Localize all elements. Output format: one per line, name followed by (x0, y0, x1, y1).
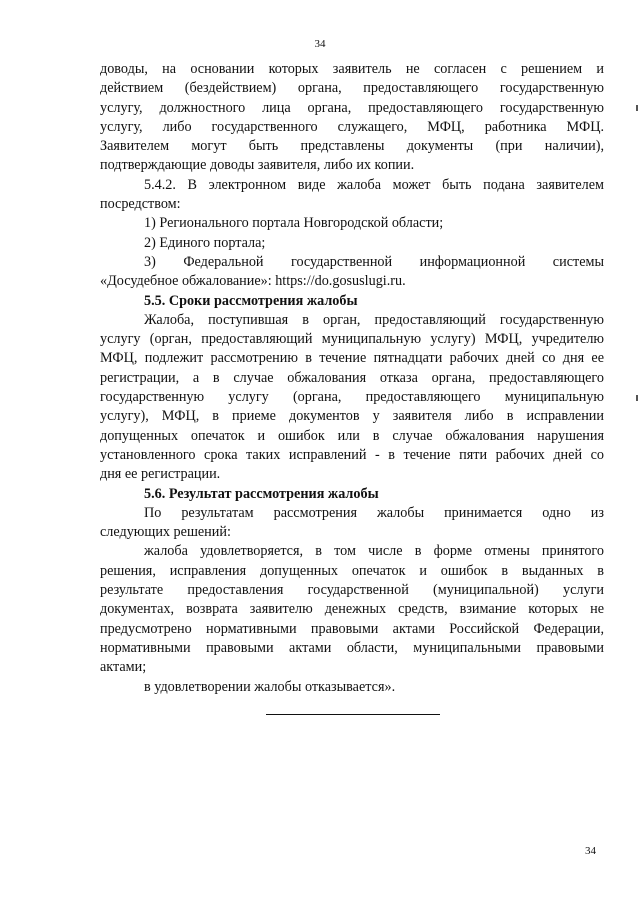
section-heading-5-6: 5.6. Результат рассмотрения жалобы (144, 485, 379, 502)
text-line: предусмотрено нормативными правовыми актами Российской Федерации, (100, 620, 604, 637)
text-line: подтверждающие доводы заявителя, либо их копии. (100, 157, 415, 174)
text-line: результате предоставления государственной (муниципальной) услуги (100, 582, 604, 599)
document-body (100, 60, 604, 697)
paragraph-grounds (100, 60, 604, 176)
list-item-federal-system (100, 253, 604, 292)
paragraph-complaint-refused: в удовлетворении жалобы отказывается». (144, 678, 396, 695)
text-line: услугу), МФЦ, в приеме документов у заявителя либо в исправлении (100, 408, 604, 425)
text-line: действием (бездействием) органа, предоставляющего государственную (100, 80, 604, 97)
text-line: По результатам рассмотрения жалобы принимается одно из (144, 504, 604, 521)
text-line: услугу, либо государственного служащего, МФЦ, работника МФЦ. (100, 118, 604, 135)
text-line: 3) Федеральной государственной информационной системы (144, 253, 604, 270)
text-line: Заявителем могут быть представлены документы (при наличии), (100, 138, 604, 155)
text-line: Жалоба, поступившая в орган, предоставляющий государственную (144, 311, 604, 328)
text-line: установленного срока таких исправлений - в течение пяти рабочих дней со (100, 446, 604, 463)
section-heading-5-5: 5.5. Сроки рассмотрения жалобы (144, 292, 358, 309)
text-line: услугу (орган, предоставляющий муниципальную услугу) МФЦ, учредителю (100, 331, 604, 348)
text-line: МФЦ, подлежит рассмотрению в течение пятнадцати рабочих дней со дня ее (100, 350, 604, 367)
text-line: нормативными правовыми актами области, муниципальными правовыми (100, 639, 604, 656)
end-divider-line (266, 714, 440, 715)
text-line: «Досудебное обжалование»: https://do.gosuslugi.ru. (100, 273, 406, 290)
text-line: услугу, должностного лица органа, предоставляющего государственную (100, 99, 604, 116)
text-line: дня ее регистрации. (100, 466, 221, 483)
text-line: 5.4.2. В электронном виде жалоба может быть подана заявителем (144, 176, 604, 193)
paragraph-electronic-complaint (100, 176, 604, 215)
page-number-bottom: 34 (585, 845, 596, 857)
text-line: посредством: (100, 196, 181, 213)
scan-edge-mark (636, 395, 638, 401)
scan-edge-mark (636, 105, 638, 111)
text-line: доводы, на основании которых заявитель не согласен с решением и (100, 61, 604, 77)
text-line: допущенных опечаток и ошибок или в случае обжалования нарушения (100, 427, 604, 444)
list-item-unified-portal: 2) Единого портала; (144, 234, 266, 251)
text-line: регистрации, а в случае обжалования отказа органа, предоставляющего (100, 369, 604, 386)
paragraph-review-result (100, 504, 604, 543)
text-line: решения, исправления допущенных опечаток и ошибок в выданных в (100, 562, 604, 579)
text-line: актами; (100, 659, 147, 676)
text-line: государственную услугу (органа, предоставляющего муниципальную (100, 389, 604, 406)
paragraph-complaint-satisfied (100, 542, 604, 677)
list-item-regional-portal: 1) Регионального портала Новгородской области; (144, 215, 444, 232)
page-number-top: 34 (314, 38, 326, 50)
paragraph-review-terms (100, 311, 604, 485)
text-line: следующих решений: (100, 524, 231, 541)
text-line: документах, возврата заявителю денежных средств, взимание которых не (100, 601, 604, 618)
text-line: жалоба удовлетворяется, в том числе в форме отмены принятого (144, 543, 604, 560)
